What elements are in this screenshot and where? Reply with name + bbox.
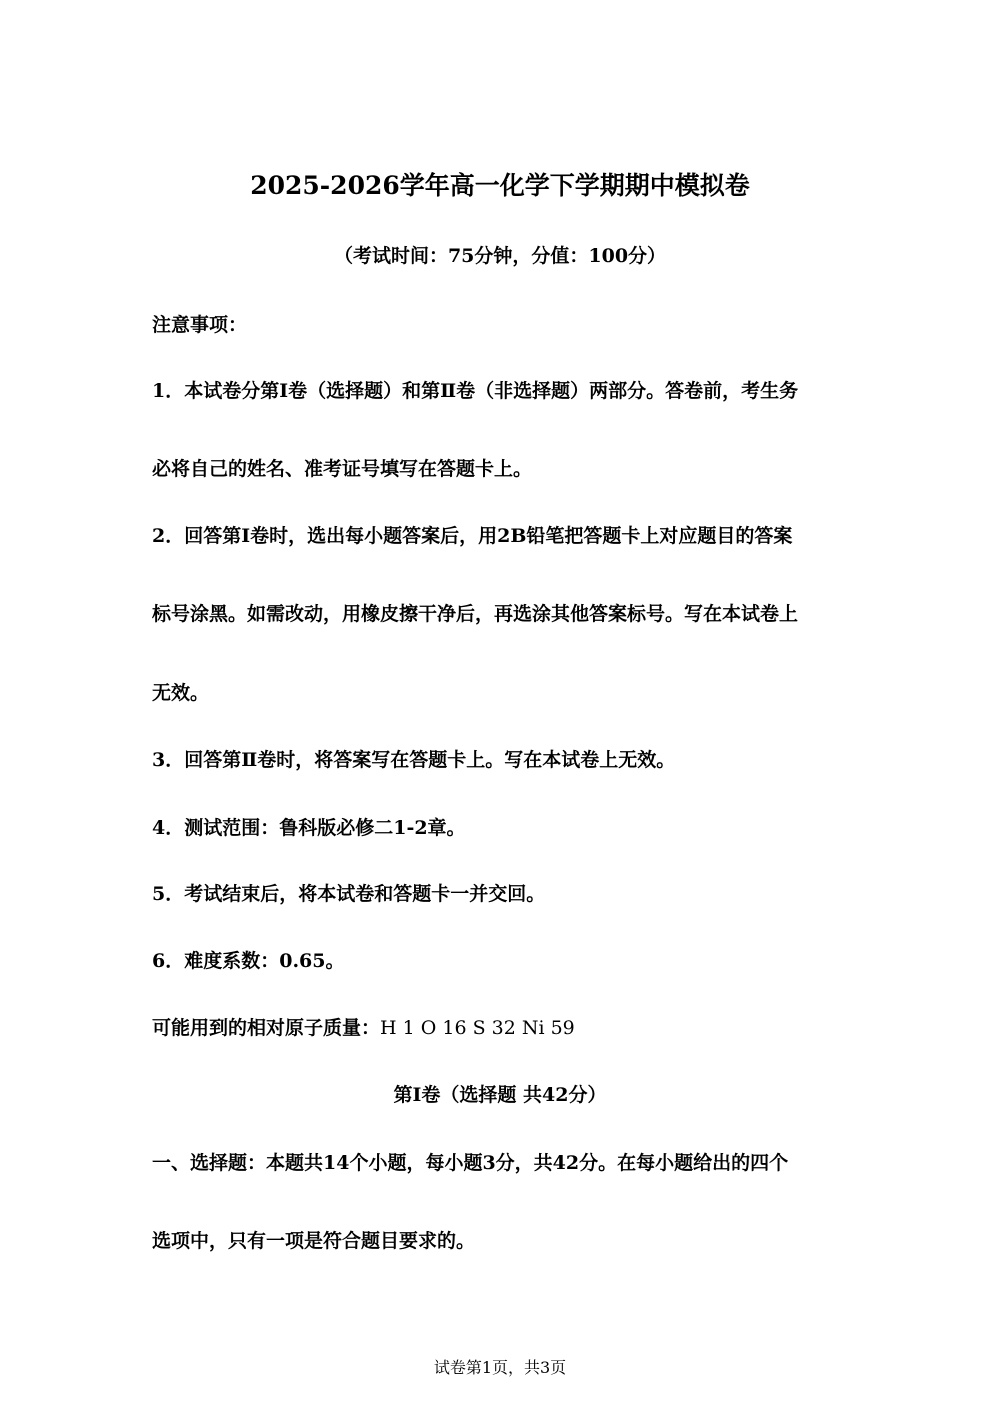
notice-heading: 注意事项： <box>152 314 248 336</box>
page-footer: 试卷第1页，共3页 <box>433 1358 567 1377</box>
exam-title: 2025-2026学年高一化学下学期期中模拟卷 <box>250 171 750 200</box>
notice-line: 无效。 <box>152 682 210 704</box>
notice-line: 2．回答第Ⅰ卷时，选出每小题答案后，用2B铅笔把答题卡上对应题目的答案 <box>152 525 793 547</box>
notice-line: 4．测试范围：鲁科版必修二1-2章。 <box>152 817 466 839</box>
section-title: 第Ⅰ卷（选择题 共42分） <box>393 1084 607 1106</box>
notice-line: 5．考试结束后，将本试卷和答题卡一并交回。 <box>152 883 546 905</box>
notice-line: 标号涂黑。如需改动，用橡皮擦干净后，再选涂其他答案标号。写在本试卷上 <box>152 603 799 625</box>
instruction-line: 一、选择题：本题共14个小题，每小题3分，共42分。在每小题给出的四个 <box>152 1152 789 1174</box>
exam-subtitle: （考试时间：75分钟，分值：100分） <box>333 245 667 267</box>
notice-line: 必将自己的姓名、准考证号填写在答题卡上。 <box>152 458 533 480</box>
notice-line: 1．本试卷分第Ⅰ卷（选择题）和第Ⅱ卷（非选择题）两部分。答卷前，考生务 <box>152 380 799 402</box>
instruction-line: 选项中，只有一项是符合题目要求的。 <box>152 1230 476 1252</box>
atomic-mass-label: 可能用到的相对原子质量： <box>152 1017 381 1039</box>
atomic-mass-line <box>152 1016 575 1040</box>
notice-line: 3．回答第Ⅱ卷时，将答案写在答题卡上。写在本试卷上无效。 <box>152 749 676 771</box>
atomic-mass-values: H 1 O 16 S 32 Ni 59 <box>380 1017 575 1039</box>
notice-line: 6．难度系数：0.65。 <box>152 950 345 972</box>
